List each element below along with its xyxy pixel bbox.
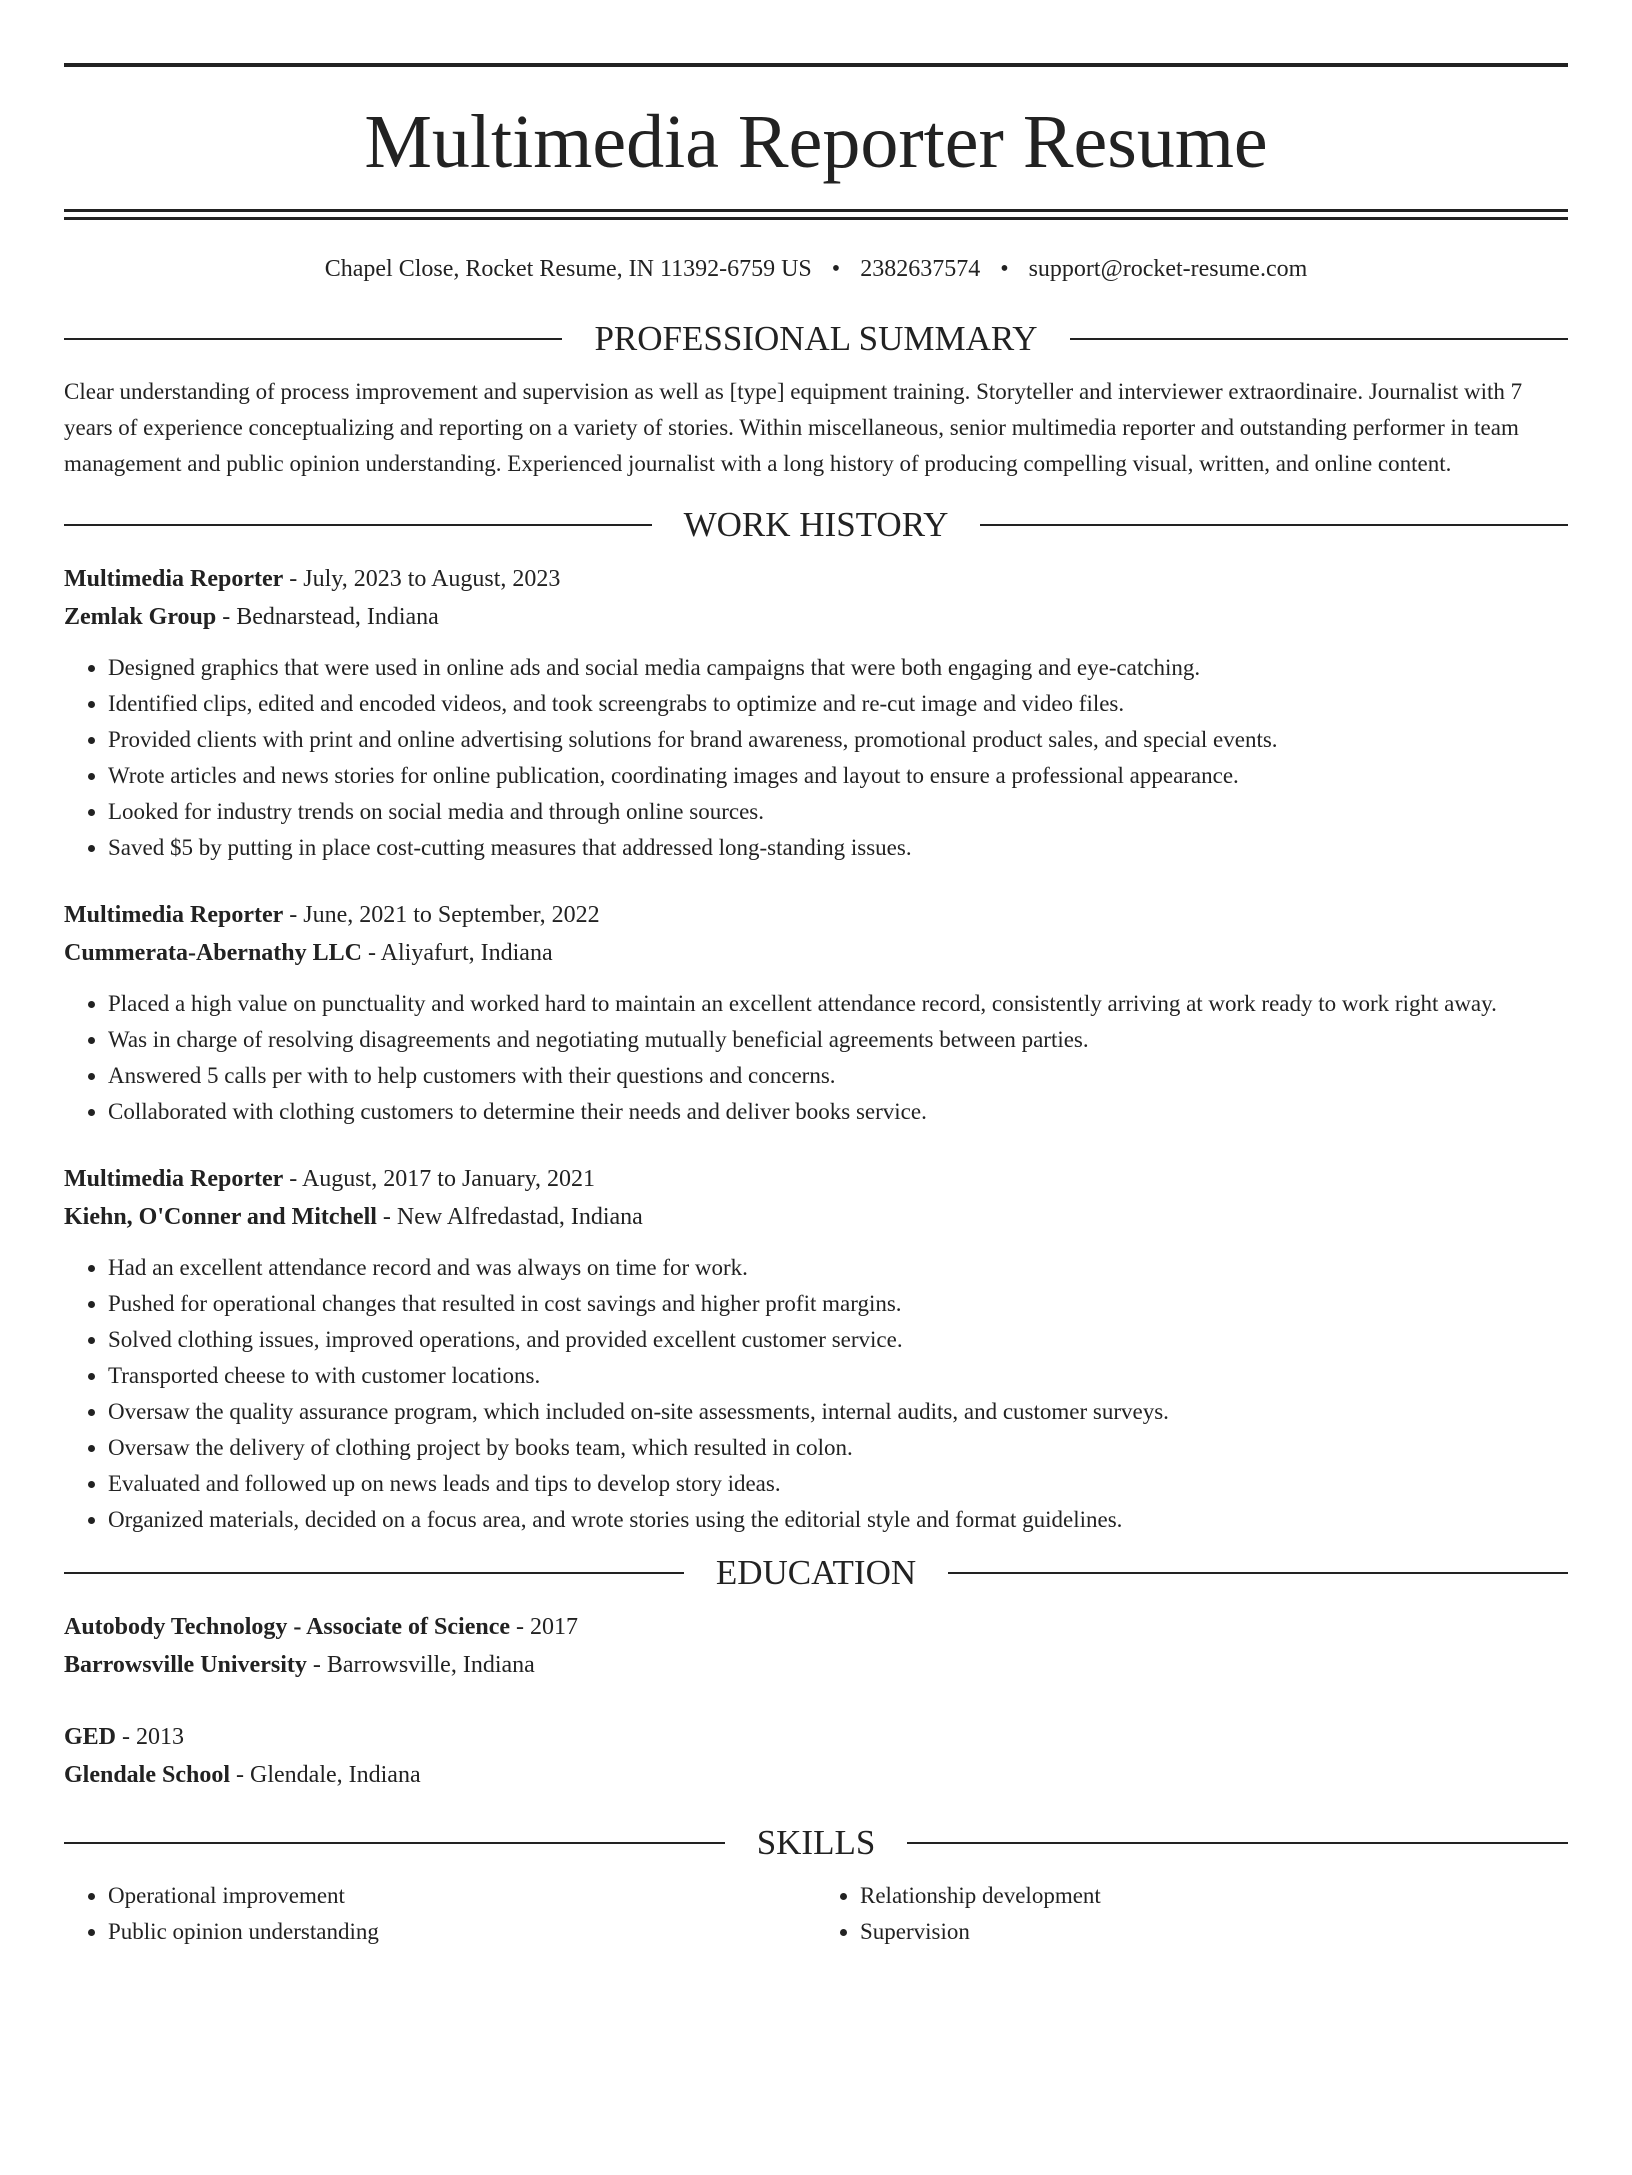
education-school-line [64,1646,1568,1684]
list-item: • Answered 5 calls per with to help customers with their questions and concerns. [108,1058,1568,1094]
list-item: • Had an excellent attendance record and was always on time for work. [108,1250,1568,1286]
contact-email: support@rocket-resume.com [1028,256,1308,282]
job-title: Multimedia Reporter [64,566,284,592]
education-location: - Glendale, Indiana [230,1762,421,1788]
education-school: Glendale School [64,1762,231,1788]
list-item: • Saved $5 by putting in place cost-cutting measures that addressed long-standing issues. [108,830,1568,866]
education-degree: Autobody Technology - Associate of Science [64,1614,511,1640]
skills-column-left [64,1878,816,1950]
section-heading-work [64,504,1568,546]
contact-separator: • [831,256,841,282]
job-bullets [64,986,1568,1130]
job-location: - Aliyafurt, Indiana [361,940,553,966]
list-item: • Looked for industry trends on social media and through online sources. [108,794,1568,830]
title-double-rule [64,209,1568,220]
job-title-line [64,1160,1568,1198]
list-item: • Collaborated with clothing customers to determine their needs and deliver books service. [108,1094,1568,1130]
section-title: SKILLS [756,1823,876,1862]
job-company-line [64,934,1568,972]
section-title: PROFESSIONAL SUMMARY [594,319,1038,358]
list-item: • Public opinion understanding [108,1914,816,1950]
section-heading-education [64,1552,1568,1594]
job-title-line [64,896,1568,934]
education-degree: GED [64,1724,117,1750]
top-rule [64,63,1568,67]
list-item: • Designed graphics that were used in online ads and social media campaigns that were both engaging and eye-catching. [108,650,1568,686]
job-title: Multimedia Reporter [64,902,284,928]
list-item: • Provided clients with print and online advertising solutions for brand awareness, promotional product sales, and special events. [108,722,1568,758]
summary-paragraph: Clear understanding of process improvement and supervision as well as [type] equipment training. Storyteller and interviewer extraordinaire. Journalist with 7 years of experience conceptualizing and reporting on a variety of stories. Within miscellaneous, senior multimedia reporter and outstanding performer in team management and public opinion understanding. Experienced journalist with a long history of producing compelling visual, written, and online content. [64,379,1523,476]
heading-rule-left [64,1842,725,1844]
list-item: • Wrote articles and news stories for online publication, coordinating images and layout to ensure a professional appearance. [108,758,1568,794]
heading-rule-right [907,1842,1568,1844]
section-title: WORK HISTORY [683,505,949,544]
skills-list [64,1878,1568,1950]
education-degree-line [64,1718,1568,1756]
job-company-line [64,598,1568,636]
job-company: Kiehn, O'Conner and Mitchell [64,1204,377,1230]
list-item: • Placed a high value on punctuality and worked hard to maintain an excellent attendance record, consistently arriving at work ready to work right away. [108,986,1568,1022]
job-location: - New Alfredastad, Indiana [376,1204,643,1230]
education-entry [64,1718,1568,1794]
job-title-line [64,560,1568,598]
list-item: • Relationship development [860,1878,1568,1914]
education-degree-line [64,1608,1568,1646]
heading-rule-right [948,1572,1568,1574]
education-entry [64,1608,1568,1684]
contact-phone: 2382637574 [860,256,981,282]
job-entry [64,1160,1568,1538]
list-item: • Oversaw the delivery of clothing project by books team, which resulted in colon. [108,1430,1568,1466]
contact-address: Chapel Close, Rocket Resume, IN 11392-6759 US [324,256,812,282]
heading-rule-left [64,524,652,526]
education-year: - 2017 [510,1614,579,1640]
list-item: • Solved clothing issues, improved operations, and provided excellent customer service. [108,1322,1568,1358]
education-school-line [64,1756,1568,1794]
heading-rule-right [1070,338,1568,340]
section-heading-summary [64,318,1568,360]
education-location: - Barrowsville, Indiana [306,1652,535,1678]
job-company-line [64,1198,1568,1236]
job-location: - Bednarstead, Indiana [216,604,439,630]
section-heading-skills [64,1822,1568,1864]
list-item: • Was in charge of resolving disagreements and negotiating mutually beneficial agreements between parties. [108,1022,1568,1058]
list-item: • Identified clips, edited and encoded videos, and took screengrabs to optimize and re-cut image and video files. [108,686,1568,722]
job-dates: - June, 2021 to September, 2022 [283,902,600,928]
heading-rule-left [64,338,562,340]
job-title: Multimedia Reporter [64,1166,284,1192]
list-item: • Organized materials, decided on a focus area, and wrote stories using the editorial style and format guidelines. [108,1502,1568,1538]
job-company: Cummerata-Abernathy LLC [64,940,362,966]
heading-rule-right [980,524,1568,526]
list-item: • Pushed for operational changes that resulted in cost savings and higher profit margins. [108,1286,1568,1322]
resume-page [0,63,1632,2175]
list-item: • Operational improvement [108,1878,816,1914]
list-item: • Transported cheese to with customer locations. [108,1358,1568,1394]
education-year: - 2013 [116,1724,185,1750]
contact-separator: • [1000,256,1009,282]
section-title: EDUCATION [715,1553,917,1592]
job-dates: - August, 2017 to January, 2021 [283,1166,596,1192]
job-bullets [64,1250,1568,1538]
job-dates: - July, 2023 to August, 2023 [283,566,561,592]
job-company: Zemlak Group [64,604,217,630]
list-item: • Oversaw the quality assurance program, which included on-site assessments, internal audits, and customer surveys. [108,1394,1568,1430]
job-bullets [64,650,1568,866]
job-entry [64,560,1568,866]
contact-line [64,254,1568,284]
list-item: • Evaluated and followed up on news leads and tips to develop story ideas. [108,1466,1568,1502]
list-item: • Supervision [860,1914,1568,1950]
education-school: Barrowsville University [64,1652,307,1678]
job-entry [64,896,1568,1130]
resume-title: Multimedia Reporter Resume [364,100,1268,184]
skills-column-right [816,1878,1568,1950]
heading-rule-left [64,1572,684,1574]
